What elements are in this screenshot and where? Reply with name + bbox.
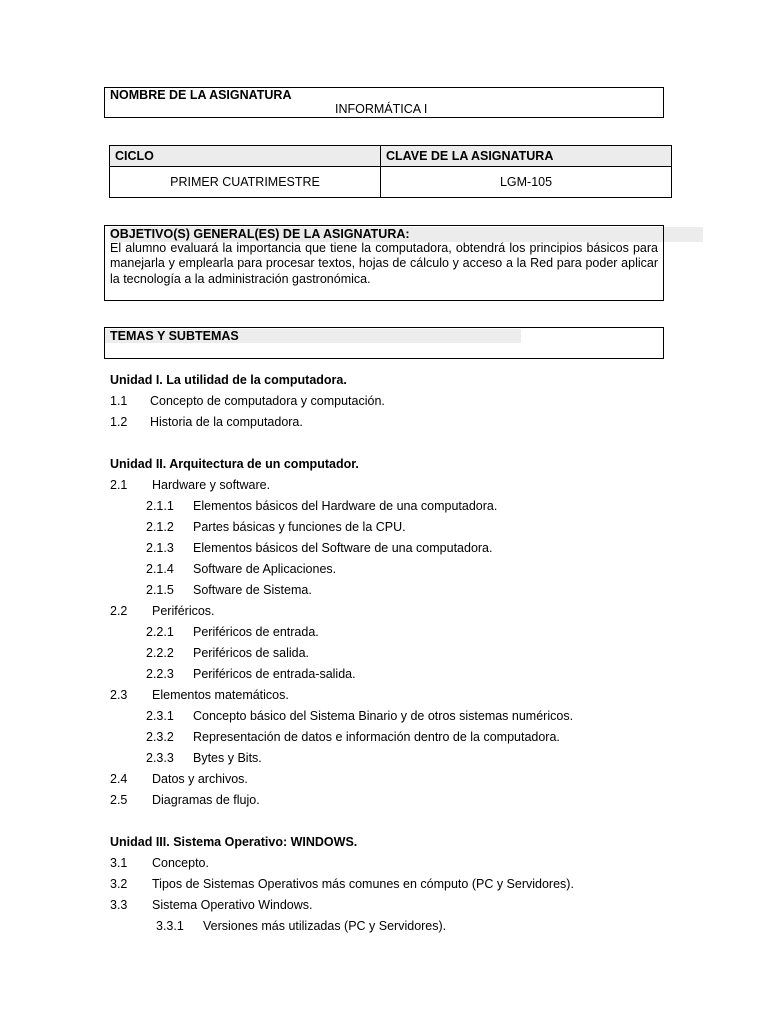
topic-text: Representación de datos e información dentro de la computadora.: [193, 730, 560, 744]
topic-number: 2.2.1: [146, 625, 174, 639]
topic-number: 2.2: [110, 604, 128, 618]
topic-text: Elementos básicos del Software de una computadora.: [193, 541, 493, 555]
unit-title: Unidad I. La utilidad de la computadora.: [110, 373, 347, 387]
topic-number: 2.3: [110, 688, 128, 702]
asignatura-label: NOMBRE DE LA ASIGNATURA: [110, 88, 292, 102]
topic-number: 3.1: [110, 856, 128, 870]
topic-number: 2.2.3: [146, 667, 174, 681]
unit-title: Unidad II. Arquitectura de un computador.: [110, 457, 359, 471]
topic-text: Partes básicas y funciones de la CPU.: [193, 520, 406, 534]
topic-number: 2.3.2: [146, 730, 174, 744]
topic-text: Software de Aplicaciones.: [193, 562, 337, 576]
topic-number: 2.1: [110, 478, 128, 492]
topic-number: 2.1.4: [146, 562, 174, 576]
objetivo-label: OBJETIVO(S) GENERAL(ES) DE LA ASIGNATURA:: [110, 227, 410, 241]
topic-number: 2.1.2: [146, 520, 174, 534]
topic-text: Periféricos de salida.: [193, 646, 310, 660]
topic-text: Versiones más utilizadas (PC y Servidores).: [203, 919, 447, 933]
asignatura-value: INFORMÁTICA I: [335, 102, 428, 116]
clave-value: LGM-105: [381, 167, 672, 198]
topic-text: Periféricos de entrada.: [193, 625, 319, 639]
topic-number: 2.3.3: [146, 751, 174, 765]
topic-number: 2.5: [110, 793, 128, 807]
topic-number: 2.1.1: [146, 499, 174, 513]
topic-text: Concepto básico del Sistema Binario y de otros sistemas numéricos.: [193, 709, 574, 723]
topic-number: 1.1: [110, 394, 128, 408]
topic-number: 1.2: [110, 415, 128, 429]
topic-number: 3.3.1: [156, 919, 184, 933]
asignatura-box: [104, 87, 664, 118]
topic-text: Hardware y software.: [152, 478, 271, 492]
clave-header: CLAVE DE LA ASIGNATURA: [381, 146, 672, 167]
topic-number: 3.2: [110, 877, 128, 891]
topic-text: Diagramas de flujo.: [152, 793, 260, 807]
ciclo-table: [109, 145, 672, 198]
unit-title: Unidad III. Sistema Operativo: WINDOWS.: [110, 835, 358, 849]
topic-number: 3.3: [110, 898, 128, 912]
ciclo-value: PRIMER CUATRIMESTRE: [110, 167, 381, 198]
topic-number: 2.1.3: [146, 541, 174, 555]
temas-label: TEMAS Y SUBTEMAS: [110, 329, 239, 343]
topic-text: Elementos básicos del Hardware de una computadora.: [193, 499, 498, 513]
ciclo-header: CICLO: [110, 146, 381, 167]
topic-text: Elementos matemáticos.: [152, 688, 289, 702]
topic-text: Datos y archivos.: [152, 772, 248, 786]
topic-text: Concepto.: [152, 856, 209, 870]
topic-number: 2.1.5: [146, 583, 174, 597]
topic-text: Concepto de computadora y computación.: [150, 394, 385, 408]
topic-text: Bytes y Bits.: [193, 751, 262, 765]
topic-number: 2.3.1: [146, 709, 174, 723]
topic-text: Sistema Operativo Windows.: [152, 898, 313, 912]
topic-text: Tipos de Sistemas Operativos más comunes en cómputo (PC y Servidores).: [152, 877, 574, 891]
topic-text: Periféricos.: [152, 604, 215, 618]
topic-text: Historia de la computadora.: [150, 415, 303, 429]
topic-number: 2.2.2: [146, 646, 174, 660]
topic-text: Periféricos de entrada-salida.: [193, 667, 356, 681]
objetivo-text: El alumno evaluará la importancia que tiene la computadora, obtendrá los principios básicos para manejarla y emplearla para procesar textos, hojas de cálculo y acceso a la Red para poder aplicar la tecnología a la administración gastronómica.: [110, 241, 658, 286]
topic-text: Software de Sistema.: [193, 583, 312, 597]
topic-number: 2.4: [110, 772, 128, 786]
